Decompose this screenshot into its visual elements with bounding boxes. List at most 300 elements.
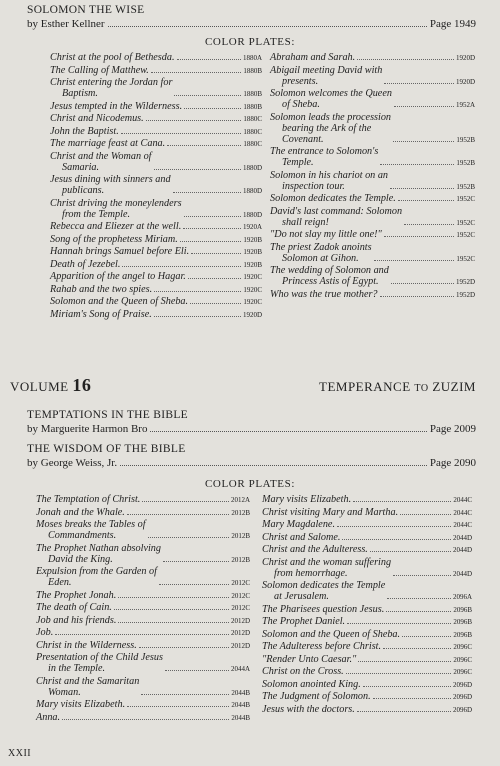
page-folio: XXII	[8, 748, 32, 759]
plate-title	[262, 604, 384, 615]
plate-page-number: 2044C	[453, 496, 472, 504]
plate-title	[270, 206, 402, 228]
plate-title-line: Christ entering the Jordan for	[50, 77, 173, 88]
plate-entry	[262, 679, 472, 690]
plate-entry	[36, 640, 250, 651]
plate-title-line: from the Temple.	[62, 208, 131, 220]
plate-page-number: 2012C	[231, 604, 250, 612]
plate-title-line: Christ and Nicodemus.	[50, 113, 144, 124]
plate-entry	[262, 666, 472, 677]
plate-title	[50, 284, 152, 295]
plate-entry	[270, 193, 475, 204]
volume-number: 16	[72, 375, 92, 395]
plate-title	[270, 146, 378, 168]
plate-title	[262, 641, 381, 652]
plate-title-line: Solomon dedicates the Temple	[262, 580, 386, 591]
plate-page-number: 1952C	[456, 254, 475, 263]
plate-title-line: Who was the true mother?	[270, 288, 378, 300]
article-title: TEMPTATIONS IN THE BIBLE	[27, 409, 188, 421]
plate-page-number: 2044D	[452, 546, 472, 554]
dot-leader	[383, 648, 451, 649]
plate-entry	[36, 519, 250, 541]
dot-leader	[190, 303, 241, 304]
plate-page-number: 1880B	[243, 102, 262, 111]
plate-title-line: Mary visits Elizabeth.	[36, 699, 126, 710]
plate-title-line: Christ and the Adulteress.	[262, 544, 368, 555]
plate-entry	[50, 259, 262, 270]
plate-title	[270, 65, 382, 87]
plate-title-line: The entrance to Solomon's	[270, 146, 379, 157]
dot-leader	[148, 537, 230, 538]
plate-page-number: 1880D	[242, 163, 262, 172]
plate-title-line: Temple.	[282, 157, 314, 168]
plate-title-line: The Prophet Jonah.	[36, 589, 117, 601]
plate-page-number: 2012C	[231, 579, 250, 587]
plate-title	[50, 234, 178, 245]
article-author-line	[27, 17, 476, 31]
plate-entry	[50, 296, 262, 307]
dot-leader	[139, 647, 229, 648]
dot-leader	[358, 661, 451, 662]
plate-title	[36, 494, 140, 505]
plate-entry	[262, 641, 472, 652]
plate-page-number: 1920C	[243, 285, 262, 294]
plate-entry	[50, 271, 262, 282]
plate-entry	[270, 206, 475, 228]
dot-leader	[127, 706, 229, 707]
plate-title	[262, 654, 356, 665]
plate-title-line: David the King.	[48, 553, 113, 565]
dot-leader	[118, 622, 229, 623]
plate-page-number: 2012D	[230, 641, 250, 650]
plate-title-line: Abigail meeting David with	[270, 64, 383, 76]
plate-title	[36, 652, 163, 674]
plate-title	[50, 113, 144, 124]
plate-title-line: Baptism.	[62, 88, 98, 99]
dot-leader	[159, 584, 229, 585]
plate-entry	[50, 234, 262, 245]
dot-leader	[62, 719, 229, 720]
plate-page-number: 1920D	[242, 310, 262, 319]
plate-title-line: Christ and the Samaritan	[36, 675, 140, 687]
plate-title	[270, 52, 355, 63]
plate-page-number: 2096D	[452, 705, 472, 714]
plate-title-line: The Adulteress before Christ.	[262, 641, 382, 652]
plate-title	[50, 138, 165, 149]
plate-page-number: 1880C	[243, 140, 262, 148]
plate-title-line: John the Baptist.	[50, 125, 119, 137]
plate-page-number: 1952C	[456, 218, 475, 227]
plate-page-number: 2096B	[453, 605, 472, 614]
plate-entry	[50, 174, 262, 196]
plate-title-line: Job and his friends.	[36, 614, 117, 626]
dot-leader	[114, 609, 229, 610]
plate-page-number: 1880C	[243, 115, 262, 123]
dot-leader	[184, 216, 241, 217]
plate-title-line: Christ on the Cross.	[262, 666, 344, 677]
plate-entry	[36, 699, 250, 710]
plate-entry	[262, 604, 472, 615]
plate-entry	[36, 676, 250, 698]
plate-entry	[262, 691, 472, 702]
dot-leader	[374, 260, 455, 261]
article-author-line	[27, 456, 476, 470]
dot-leader	[357, 59, 454, 60]
dot-leader	[122, 266, 241, 267]
plate-page-number: 1920D	[455, 54, 475, 62]
plate-title	[270, 112, 391, 145]
plate-title-line: Samaria.	[62, 161, 100, 173]
plate-title-line: The Prophet Daniel.	[262, 616, 346, 627]
plate-page-number: 1920C	[243, 298, 262, 306]
article-page: Page 1949	[429, 18, 476, 30]
dot-leader	[154, 169, 241, 170]
plate-title	[50, 309, 152, 320]
plate-title-line: Solomon anointed King.	[262, 678, 361, 690]
plate-title-line: at Jerusalem.	[274, 591, 329, 602]
plate-title-line: Jonah and the Whale.	[36, 506, 125, 518]
plate-title-line: Solomon and the Queen of Sheba.	[262, 628, 401, 640]
plate-page-number: 2044B	[231, 701, 250, 709]
plates-column-right	[270, 52, 475, 301]
plate-title-line: Abraham and Sarah.	[270, 52, 356, 63]
plate-title	[270, 242, 372, 264]
plate-entry	[270, 289, 475, 300]
plate-title-line: Covenant.	[282, 133, 324, 145]
article-title: THE WISDOM OF THE BIBLE	[27, 443, 186, 455]
plate-entry	[262, 704, 472, 715]
plate-entry	[262, 519, 472, 530]
plate-page-number: 2096D	[452, 693, 472, 701]
dot-leader	[380, 164, 454, 165]
dot-leader	[173, 192, 241, 193]
plate-title-line: Jesus with the doctors.	[262, 703, 355, 715]
plate-entry	[36, 602, 250, 613]
plate-title	[50, 101, 182, 112]
plate-entry	[36, 627, 250, 638]
plate-entry	[270, 170, 475, 192]
plate-title	[50, 259, 120, 270]
plate-title-line: publicans.	[62, 185, 105, 196]
plate-entry	[36, 652, 250, 674]
plate-page-number: 1952C	[456, 231, 475, 239]
dot-leader	[337, 526, 451, 527]
plate-title	[270, 229, 382, 240]
volume-word: VOLUME	[10, 379, 69, 394]
plate-entry	[262, 629, 472, 640]
plate-entry	[270, 65, 475, 87]
plate-title-line: Commandments.	[48, 530, 117, 541]
plate-title	[50, 52, 175, 63]
plate-title-line: of Sheba.	[282, 99, 320, 110]
plate-title-line: Miriam's Song of Praise.	[50, 308, 152, 320]
article-author: by Esther Kellner	[27, 18, 105, 30]
plates-column-left	[50, 52, 262, 321]
plate-page-number: 1880B	[243, 90, 262, 98]
plate-page-number: 1952B	[456, 159, 475, 167]
plate-title	[262, 494, 351, 505]
plate-page-number: 2044B	[231, 713, 250, 722]
plate-title	[36, 543, 161, 565]
plate-page-number: 1952D	[455, 290, 475, 299]
plate-entry	[262, 616, 472, 627]
plate-title	[36, 590, 116, 601]
plate-title-line: presents.	[282, 75, 319, 87]
plate-title-line: Anna.	[36, 711, 61, 723]
plate-title-line: Solomon leads the procession	[270, 111, 392, 123]
plate-title	[36, 519, 146, 541]
dot-leader	[183, 228, 241, 229]
article-temptations	[27, 408, 476, 436]
plate-title	[50, 151, 152, 173]
plate-entry	[50, 284, 262, 295]
plate-page-number: 2044C	[453, 508, 472, 517]
plate-title-line: inspection tour.	[282, 180, 345, 192]
plate-page-number: 1920B	[243, 248, 262, 256]
plate-title-line: The Temptation of Christ.	[36, 494, 141, 505]
plate-entry	[262, 580, 472, 602]
dot-leader	[191, 253, 241, 254]
plate-title-line: Mary Magdalene.	[262, 519, 335, 530]
volume-range	[319, 379, 476, 395]
plate-page-number: 2012B	[231, 555, 250, 564]
plate-title-line: Solomon dedicates the Temple.	[270, 193, 396, 204]
plate-entry	[270, 112, 475, 145]
dot-leader	[398, 200, 455, 201]
plate-title-line: The marriage feast at Cana.	[50, 138, 166, 149]
article-page: Page 2090	[429, 457, 476, 469]
dot-leader	[154, 316, 241, 317]
volume-range-to: TO	[414, 383, 429, 394]
volume-header	[10, 375, 476, 396]
plate-title	[262, 666, 344, 677]
plate-entry	[270, 242, 475, 264]
plate-page-number: 1920D	[455, 77, 475, 86]
color-plates-heading: COLOR PLATES:	[204, 478, 295, 490]
plate-page-number: 1920C	[243, 273, 262, 281]
plate-title-line: Song of the prophetess Miriam.	[50, 233, 178, 245]
plate-title	[36, 602, 112, 613]
plate-entry	[262, 532, 472, 543]
dot-leader	[127, 514, 229, 515]
plate-page-number: 2044D	[452, 569, 472, 578]
plate-page-number: 2096C	[453, 643, 472, 651]
article-solomon-the-wise	[27, 3, 476, 31]
plate-page-number: 2096B	[453, 618, 472, 626]
plate-entry	[50, 198, 262, 220]
plate-title-line: Christ at the pool of Bethesda.	[50, 52, 175, 63]
dot-leader	[394, 106, 454, 107]
plate-title-line: from hemorrhage.	[274, 567, 348, 579]
plate-entry	[270, 88, 475, 110]
plate-title	[50, 271, 186, 282]
plate-title-line: Rahab and the two spies.	[50, 283, 153, 295]
plate-entry	[50, 126, 262, 137]
plate-page-number: 1880B	[243, 66, 262, 75]
plate-title-line: Presentation of the Child Jesus	[36, 652, 163, 663]
dot-leader	[404, 224, 454, 225]
plate-page-number: 2044B	[231, 688, 250, 697]
dot-leader	[390, 188, 454, 189]
plate-page-number: 1880A	[242, 54, 262, 62]
plate-page-number: 1920B	[243, 260, 262, 269]
plate-entry	[262, 557, 472, 579]
dot-leader	[184, 108, 241, 109]
plate-entry	[262, 494, 472, 505]
plate-page-number: 1952A	[455, 101, 475, 109]
plate-title	[262, 629, 400, 640]
plate-title-line: Jesus dining with sinners and	[50, 174, 171, 185]
plate-entry	[36, 712, 250, 723]
plate-title	[50, 221, 181, 232]
plate-title-line: Hannah brings Samuel before Eli.	[50, 246, 190, 257]
dot-leader	[347, 623, 451, 624]
plate-title	[50, 77, 172, 99]
article-wisdom	[27, 442, 476, 470]
plate-title	[262, 544, 368, 555]
dot-leader	[357, 711, 451, 712]
dot-leader	[346, 673, 452, 674]
plate-title	[50, 174, 171, 196]
plate-entry	[36, 494, 250, 505]
plate-page-number: 2044A	[230, 665, 250, 673]
article-author: by Marguerite Harmon Bro	[27, 423, 148, 435]
dot-leader	[380, 296, 454, 297]
plate-entry	[36, 615, 250, 626]
plate-title	[262, 519, 335, 530]
plate-entry	[50, 65, 262, 76]
dot-leader	[150, 431, 426, 432]
dot-leader	[384, 236, 455, 237]
dot-leader	[391, 283, 454, 284]
plate-title-line: Death of Jezebel.	[50, 258, 121, 270]
plate-entry	[36, 507, 250, 518]
plate-entry	[36, 543, 250, 565]
plate-title-line: Christ driving the moneylenders	[50, 197, 182, 209]
plate-title	[50, 65, 149, 76]
dot-leader	[386, 611, 451, 612]
plate-page-number: 2012B	[231, 532, 250, 540]
plate-page-number: 2096C	[453, 655, 472, 664]
plate-title-line: Solomon welcomes the Queen	[270, 88, 392, 99]
plate-title-line: The Pharisees question Jesus.	[262, 603, 385, 615]
plate-title	[270, 289, 378, 300]
dot-leader	[165, 670, 229, 671]
dot-leader	[384, 83, 454, 84]
plate-title-line: The Judgment of Solomon.	[262, 691, 371, 702]
plate-title-line: bearing the Ark of the	[282, 122, 372, 134]
plate-entry	[270, 229, 475, 240]
volume-label	[10, 375, 91, 396]
plate-page-number: 1920B	[243, 235, 262, 244]
plate-entry	[50, 113, 262, 124]
dot-leader	[393, 575, 451, 576]
plate-title-line: The Calling of Matthew.	[50, 64, 149, 76]
article-author-line	[27, 422, 476, 436]
dot-leader	[393, 141, 454, 142]
plate-page-number: 1952B	[456, 135, 475, 144]
plate-title	[36, 712, 60, 723]
plate-title-line: Christ and the Woman of	[50, 150, 152, 162]
plate-page-number: 2044D	[452, 533, 472, 542]
plate-page-number: 2044C	[453, 521, 472, 529]
plate-title	[50, 126, 119, 137]
plate-entry	[50, 52, 262, 63]
volume-range-end: ZUZIM	[432, 379, 476, 394]
volume-range-start: TEMPERANCE	[319, 379, 411, 394]
plate-title-line: Solomon at Gihon.	[282, 252, 359, 264]
dot-leader	[370, 551, 451, 552]
plate-title	[50, 246, 189, 257]
dot-leader	[400, 514, 451, 515]
plate-entry	[50, 138, 262, 149]
plate-title-line: Christ visiting Mary and Martha.	[262, 506, 399, 518]
dot-leader	[353, 501, 451, 502]
plate-title-line: Expulsion from the Garden of	[36, 566, 157, 577]
plate-title	[270, 193, 396, 204]
plate-title-line: Christ and the woman suffering	[262, 556, 392, 568]
plate-page-number: 2096C	[453, 668, 472, 676]
plate-title	[36, 627, 53, 638]
plate-title-line: Apparition of the angel to Hagar.	[50, 271, 186, 282]
plate-entry	[262, 654, 472, 665]
dot-leader	[167, 145, 241, 146]
plate-page-number: 2012A	[230, 496, 250, 504]
plate-title	[36, 507, 125, 518]
article-page: Page 2009	[429, 423, 476, 435]
plate-title	[262, 507, 398, 518]
plate-title	[262, 616, 345, 627]
plate-title	[36, 615, 116, 626]
article-title: SOLOMON THE WISE	[27, 4, 145, 16]
plate-entry	[50, 151, 262, 173]
plate-title	[36, 676, 139, 698]
article-author: by George Weiss, Jr.	[27, 457, 118, 469]
plate-title	[36, 640, 137, 651]
plate-entry	[36, 590, 250, 601]
plate-title	[262, 679, 361, 690]
dot-leader	[402, 636, 451, 637]
dot-leader	[188, 278, 241, 279]
dot-leader	[118, 597, 229, 598]
plate-title	[50, 198, 182, 220]
plate-title-line: Mary visits Elizabeth.	[262, 494, 352, 505]
plate-title-line: The Prophet Nathan absolving	[36, 542, 161, 554]
plate-title-line: David's last command: Solomon	[270, 205, 403, 217]
plate-title	[262, 580, 385, 602]
plate-title	[262, 532, 340, 543]
plate-page-number: 2012D	[230, 616, 250, 625]
plate-entry	[262, 544, 472, 555]
dot-leader	[154, 291, 241, 292]
dot-leader	[174, 95, 241, 96]
plate-title	[270, 170, 388, 192]
plate-entry	[50, 221, 262, 232]
dot-leader	[163, 561, 229, 562]
plate-entry	[262, 507, 472, 518]
dot-leader	[142, 501, 229, 502]
plate-title-line: Eden.	[48, 577, 72, 588]
plate-page-number: 2012B	[231, 508, 250, 517]
plates-column-left	[36, 494, 250, 724]
plate-page-number: 2012D	[230, 629, 250, 637]
plate-page-number: 2096D	[452, 680, 472, 689]
plates-column-right	[262, 494, 472, 716]
dot-leader	[180, 241, 242, 242]
dot-leader	[55, 634, 229, 635]
dot-leader	[108, 26, 427, 27]
plate-entry	[36, 566, 250, 588]
